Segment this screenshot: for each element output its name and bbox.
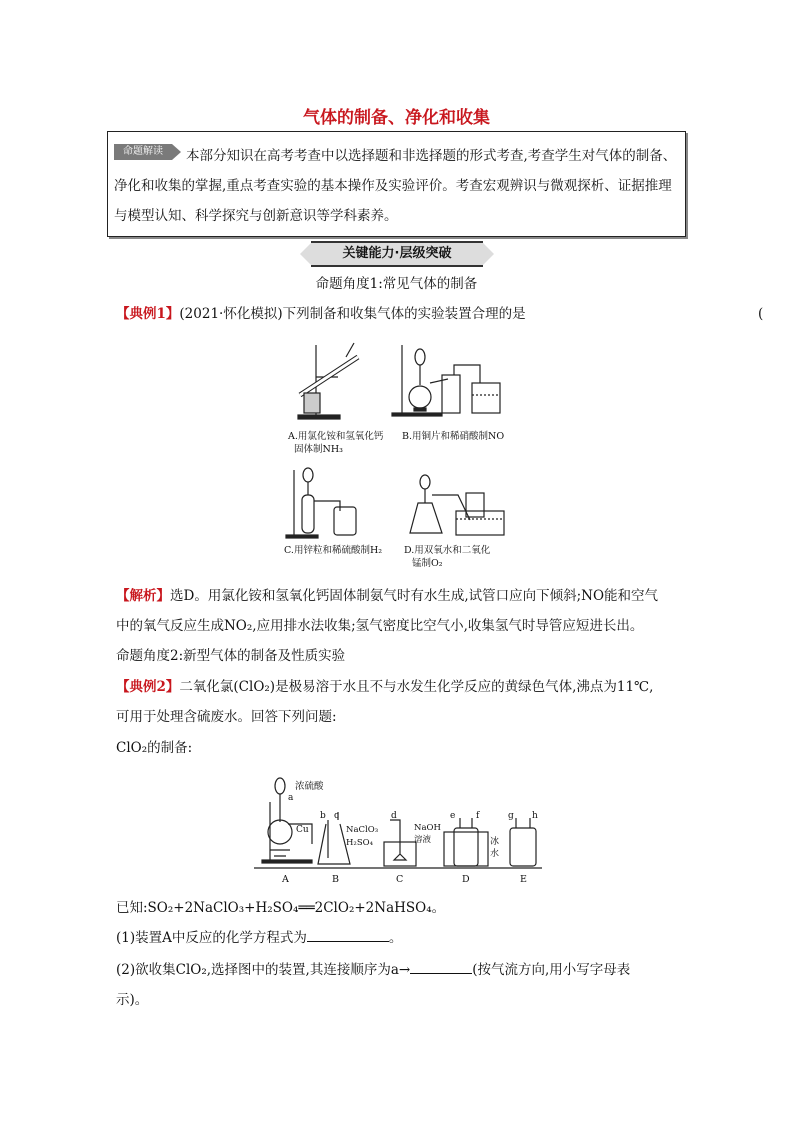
question-1-blank[interactable]: [307, 929, 389, 942]
analysis-text-1: 选D。用氯化铵和氢氧化钙固体制氨气时有水生成,试管口应向下倾斜;NO能和空气: [170, 588, 659, 604]
unit-label-e: E: [520, 874, 527, 885]
example1-text: (2021·怀化模拟)下列制备和收集气体的实验装置合理的是: [179, 306, 526, 322]
clo2-prep-label: ClO₂的制备:: [116, 740, 193, 756]
analysis-label: 【解析】: [116, 588, 170, 604]
tube-letter-f: f: [476, 811, 480, 821]
example1-line: [116, 304, 526, 324]
example1-label: 【典例1】: [116, 306, 180, 322]
label-acid: 浓硫酸: [295, 781, 324, 792]
question-2: [116, 960, 630, 980]
label-solution: 溶液: [414, 835, 432, 845]
unit-c: [384, 820, 416, 866]
label-ice-2: 水: [490, 849, 500, 859]
example1-figure: [280, 335, 530, 573]
example2-text-1: 二氧化氯(ClO₂)是极易溶于水且不与水发生化学反应的黄绿色气体,沸点为11℃,: [179, 679, 654, 695]
question-1-end: 。: [388, 930, 403, 946]
label-ice-1: 冰: [490, 837, 500, 847]
caption-a2: 固体制NH₃: [294, 444, 343, 455]
section-banner: 关键能力·层级突破: [311, 241, 483, 267]
unit-label-d: D: [462, 874, 470, 885]
unit-e: [510, 818, 536, 866]
angle1-heading: 命题角度1:常见气体的制备: [315, 276, 478, 292]
question-2-blank[interactable]: [410, 961, 472, 974]
tube-letter-h: h: [532, 811, 538, 821]
tube-letter-c: c: [334, 811, 340, 821]
analysis-line-2: 中的氧气反应生成NO₂,应用排水法收集;氢气密度比空气小,收集氢气时导管应短进长出。: [116, 618, 644, 634]
apparatus-a: [298, 343, 358, 419]
intro-tag: 命题解读: [114, 144, 172, 160]
known-equation: 已知:SO₂+2NaClO₃+H₂SO₄══2ClO₂+2NaHSO₄。: [116, 900, 446, 916]
question-1-text: (1)装置A中反应的化学方程式为: [116, 930, 307, 946]
angle2-heading: 命题角度2:新型气体的制备及性质实验: [116, 648, 346, 664]
intro-text: 本部分知识在高考考查中以选择题和非选择题的形式考查,考查学生对气体的制备、净化和收集的掌握,重点考查实验的基本操作及实验评价。考查宏观辨识与微观探析、证据推理与模型认知、科学探究与创新意识等学科素养。: [114, 148, 677, 224]
unit-label-a: A: [282, 874, 289, 885]
apparatus-c: [286, 468, 356, 538]
question-2-text: (2)欲收集ClO₂,选择图中的装置,其连接顺序为a→: [116, 962, 411, 978]
tube-letter-g: g: [508, 811, 514, 821]
question-2-text-b: (按气流方向,用小写字母表: [472, 962, 631, 978]
tube-letter-a: a: [288, 793, 294, 803]
unit-label-b: B: [332, 874, 339, 885]
apparatus-b: [392, 345, 500, 416]
label-cu: Cu: [296, 825, 309, 835]
example2-figure: [248, 772, 548, 888]
caption-a1: A.用氯化铵和氢氧化钙: [288, 431, 384, 442]
example2-line-1: [116, 677, 653, 697]
question-2-line-2: 示)。: [116, 992, 149, 1008]
tube-letter-d: d: [391, 811, 397, 821]
caption-b1: B.用铜片和稀硝酸制NO: [402, 431, 505, 442]
example2-label: 【典例2】: [116, 679, 180, 695]
answer-paren: (: [758, 306, 764, 322]
caption-d2: 锰制O₂: [412, 558, 443, 569]
example2-line-2: 可用于处理含硫废水。回答下列问题:: [116, 709, 337, 725]
label-naclo3: NaClO₃: [346, 825, 379, 835]
unit-d: [444, 818, 488, 866]
caption-d1: D.用双氧水和二氧化: [404, 545, 491, 556]
caption-c1: C.用锌粒和稀硫酸制H₂: [284, 545, 383, 556]
analysis-line-1: [116, 586, 658, 606]
unit-label-c: C: [396, 874, 404, 885]
label-naoh: NaOH: [414, 823, 441, 833]
tube-letter-e: e: [450, 811, 456, 821]
tube-letter-b: b: [320, 811, 326, 821]
question-1: [116, 928, 402, 948]
page-title: 气体的制备、净化和收集: [303, 108, 490, 128]
label-h2so4: H₂SO₄: [346, 838, 374, 848]
apparatus-d: [410, 475, 504, 535]
